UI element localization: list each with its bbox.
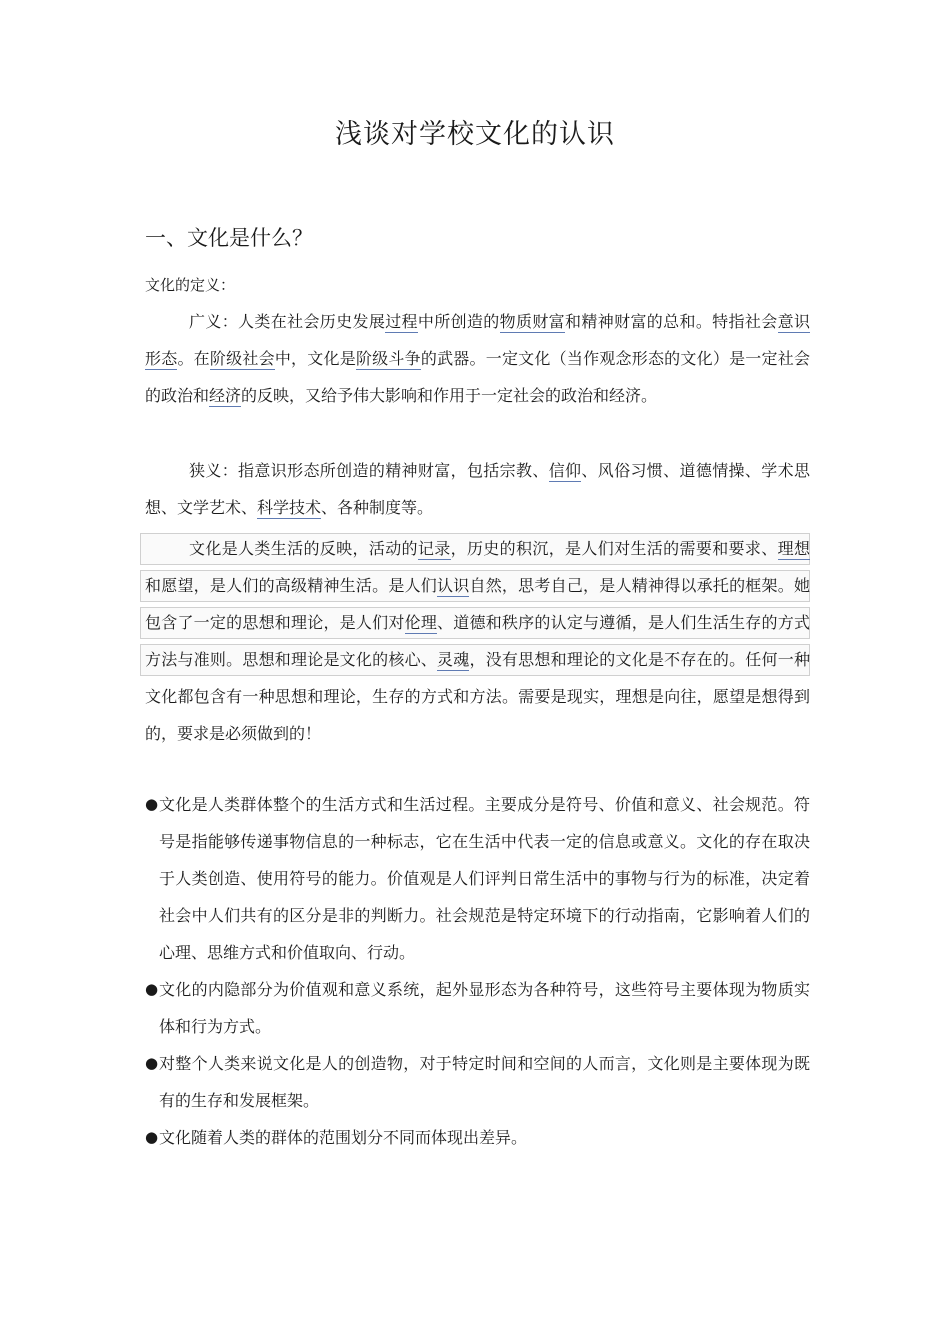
text-run: 和愿望，是人们的高级精神生活。是人们	[145, 576, 438, 595]
narrow-definition-paragraph	[145, 452, 810, 526]
list-item-text: 文化随着人类的群体的范围划分不同而体现出差异。	[159, 1128, 528, 1147]
link-class-struggle[interactable]: 阶级斗争	[355, 349, 421, 368]
list-item	[145, 1045, 810, 1119]
text-run: 的反映，又给予伟大影响和作用于一定社会的政治和经济。	[241, 386, 658, 405]
text-run: 中，文化是	[274, 349, 356, 368]
list-item-text: 对整个人类来说文化是人的创造物，对于特定时间和空间的人而言，文化则是主要体现为既有的生存和发展框架。	[159, 1054, 810, 1110]
text-run: 狭义：指意识形态所创造的精神财富，包括宗教、	[189, 461, 549, 480]
text-run: 文化是人类生活的反映，活动的	[189, 539, 418, 558]
text-run: 的武器。一定文化（当作观念形态的文化）是一定社会的政治和	[145, 349, 810, 405]
link-ideology[interactable]: 意识形态	[145, 312, 810, 368]
link-ideal[interactable]: 理想	[777, 539, 810, 558]
text-run: ，历史的积沉，是人们对生活的需要和要求、	[450, 539, 778, 558]
culture-essence-paragraph	[145, 530, 810, 752]
text-run: 广义：人类在社会历史发展	[189, 312, 386, 331]
list-item	[145, 786, 810, 971]
link-cognition[interactable]: 认识	[437, 576, 470, 595]
bullet-list	[145, 786, 810, 1156]
text-run: 中所创造的	[417, 312, 500, 331]
list-item-text: 文化是人类群体整个的生活方式和生活过程。主要成分是符号、价值和意义、社会规范。符号是指能够传递事物信息的一种标志，它在生活中代表一定的信息或意义。文化的存在取决于人类创造、使用符号的能力。价值观是人们评判日常生活中的事物与行为的标准，决定着社会中人们共有的区分是非的判断力。社会规范是特定环境下的行动指南，它影响着人们的心理、思维方式和价值取向、行动。	[159, 795, 810, 962]
link-material-wealth[interactable]: 物质财富	[499, 312, 566, 331]
text-run: 和精神财富的总和。特指社会	[565, 312, 778, 331]
broad-definition-paragraph	[145, 303, 810, 414]
link-science-technology[interactable]: 科学技术	[257, 498, 322, 517]
document-title: 浅谈对学校文化的认识	[335, 119, 615, 150]
bullet-dot-icon: ●	[145, 1128, 159, 1146]
text-run: ，没有思想和理论的文化是不存在的。任何一种文化都包含有一种思想和理论，生存的方式和方法。需要是现实，理想是向往，愿望是想得到的，要求是必须做到的！	[145, 650, 810, 743]
section-heading: 一、文化是什么？	[145, 226, 313, 250]
text-run: 、道德和秩序的认定与遵循，是人们生活生存的方式方法与准则。思想和理论是文化的核心、	[145, 613, 810, 669]
link-process[interactable]: 过程	[385, 312, 418, 331]
definition-label: 文化的定义：	[145, 276, 236, 294]
list-item-text: 文化的内隐部分为价值观和意义系统，起外显形态为各种符号，这些符号主要体现为物质实体和行为方式。	[159, 980, 810, 1036]
bullet-dot-icon: ●	[145, 980, 159, 998]
link-economy[interactable]: 经济	[209, 386, 242, 405]
bullet-dot-icon: ●	[145, 1054, 159, 1072]
link-soul[interactable]: 灵魂	[437, 650, 470, 669]
text-run: 、风俗习惯、道德情操、学术思想、文学艺术、	[145, 461, 810, 517]
list-item	[145, 1119, 810, 1156]
text-run: 。在	[177, 349, 210, 368]
link-record[interactable]: 记录	[417, 539, 451, 558]
bullet-dot-icon: ●	[145, 795, 159, 813]
list-item	[145, 971, 810, 1045]
link-belief[interactable]: 信仰	[548, 461, 582, 480]
link-ethics[interactable]: 伦理	[404, 613, 438, 632]
text-run: 自然，思考自己，是人精神得以承托的框架。她包含了一定的思想和理论，是人们对	[145, 576, 810, 632]
text-run: 、各种制度等。	[321, 498, 434, 517]
link-class-society[interactable]: 阶级社会	[209, 349, 275, 368]
